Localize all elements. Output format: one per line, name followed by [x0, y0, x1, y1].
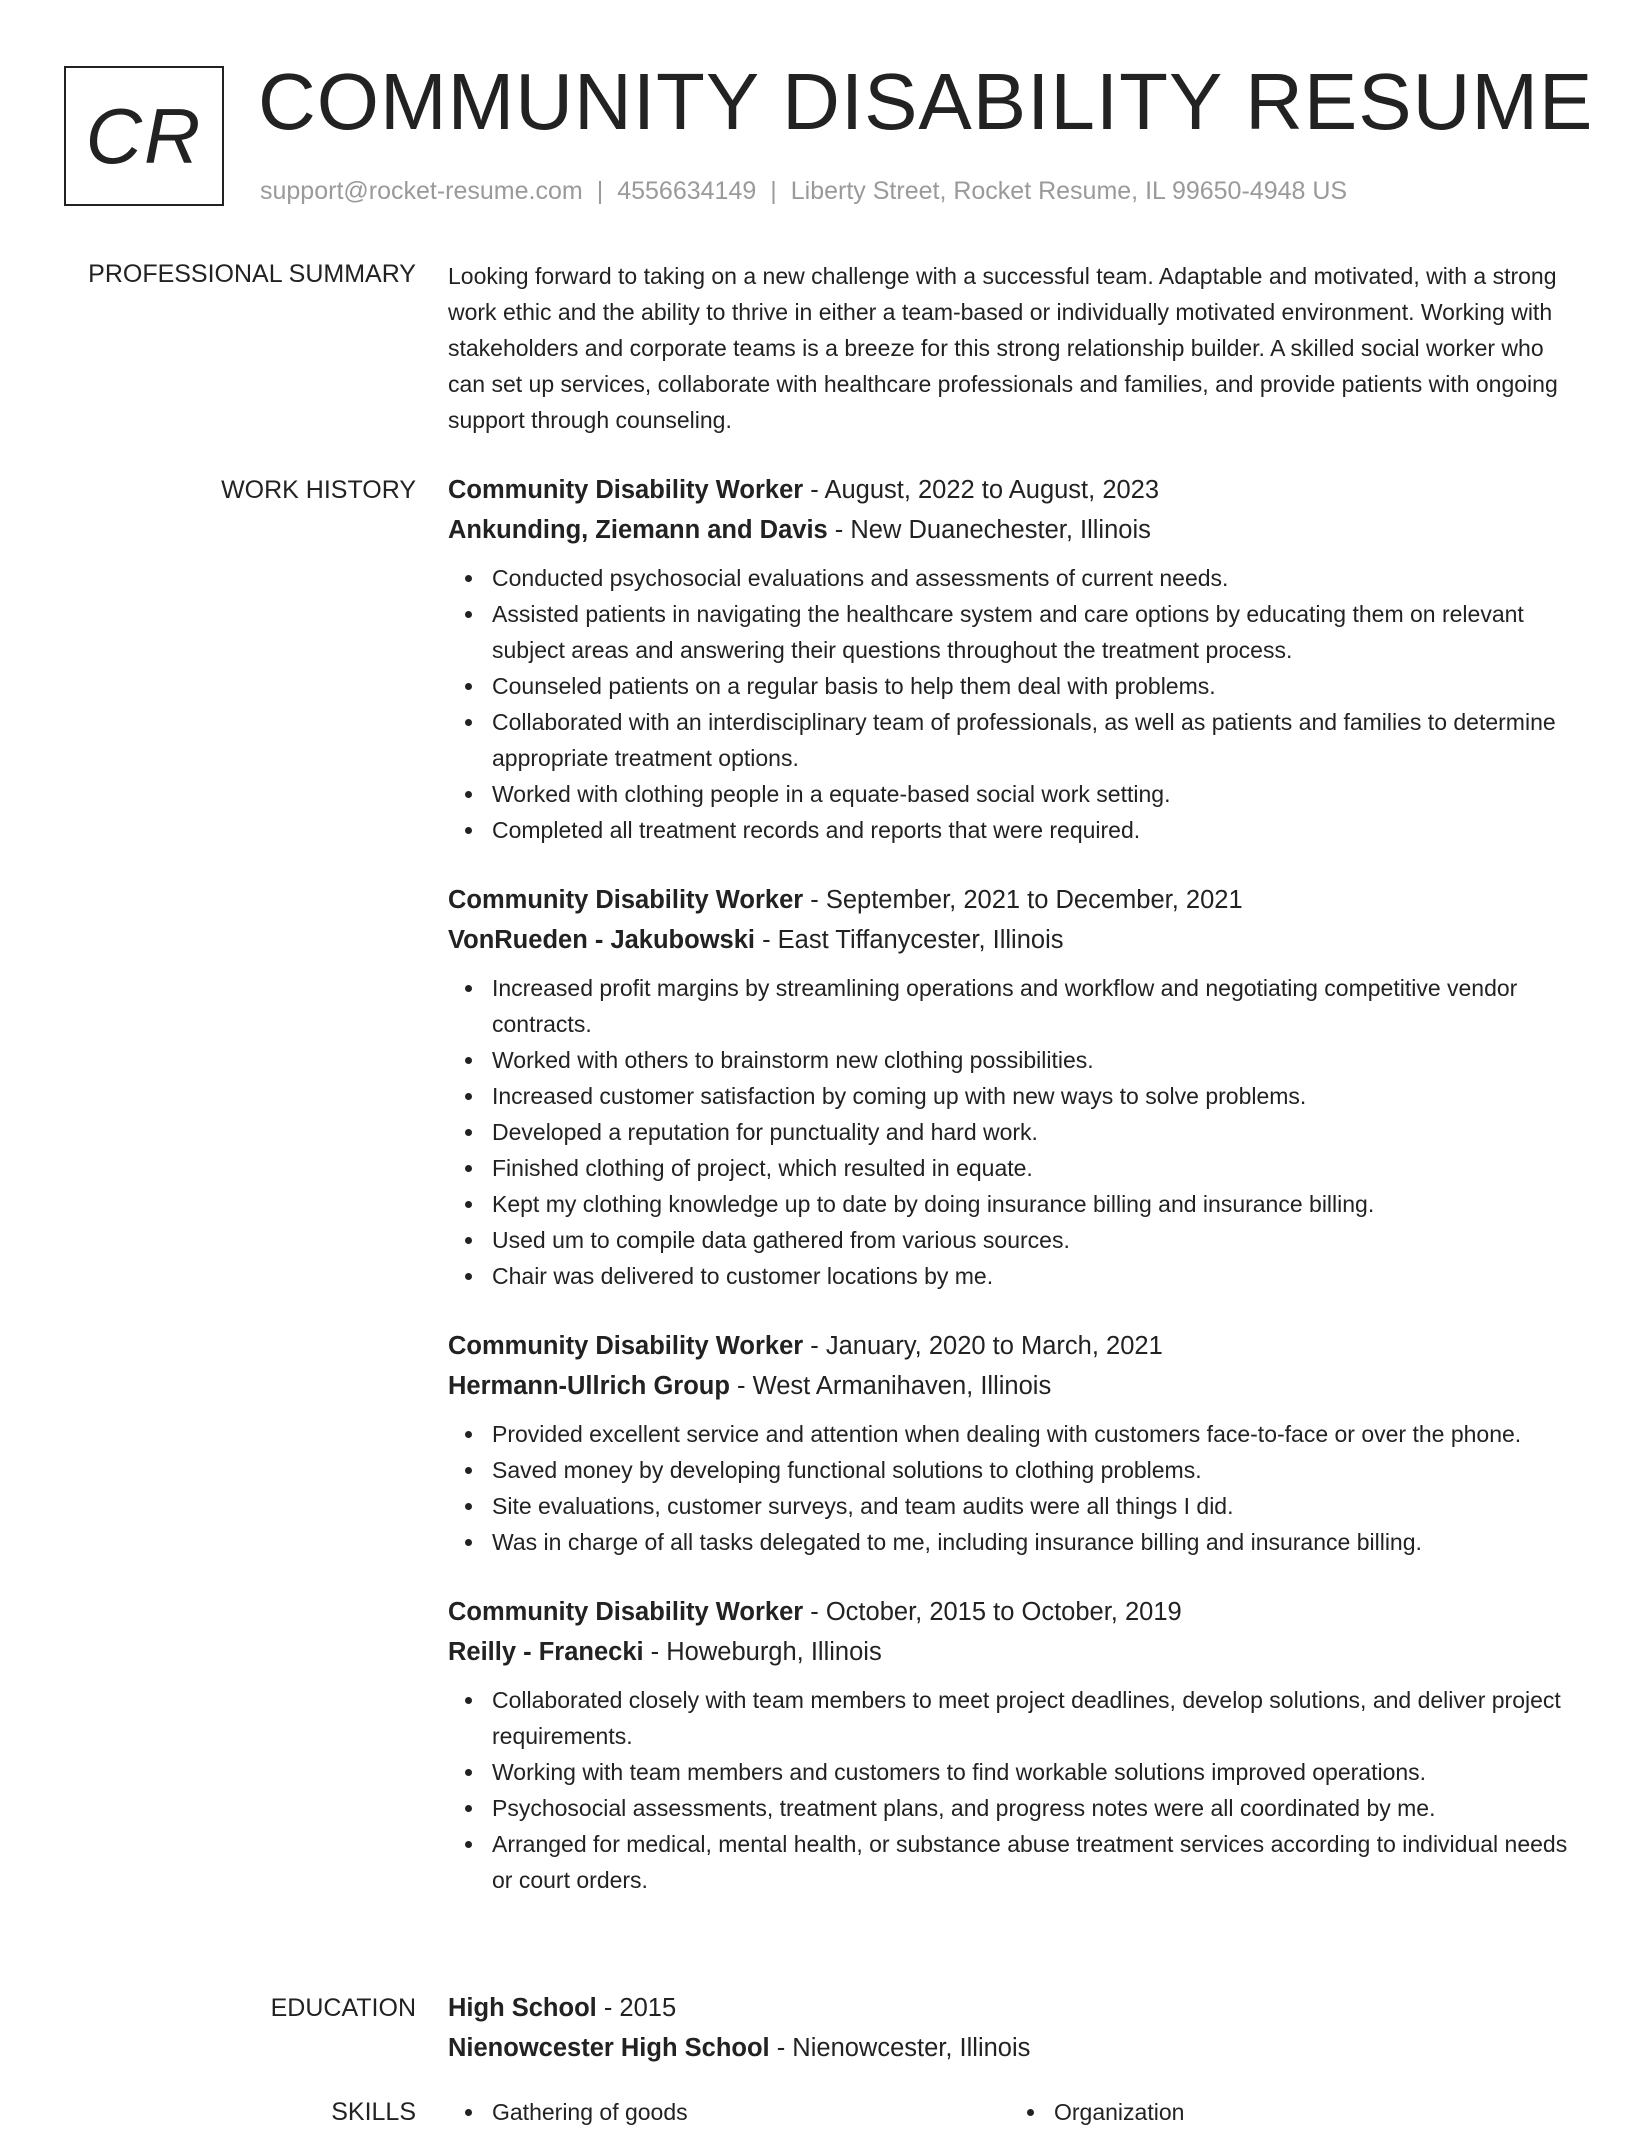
job-bullets — [448, 1682, 1572, 1898]
job-bullet: Was in charge of all tasks delegated to me, including insurance billing and insurance billing. — [448, 1524, 1572, 1560]
job-bullet: Counseled patients on a regular basis to help them deal with problems. — [448, 668, 1572, 704]
contact-address: Liberty Street, Rocket Resume, IL 99650-4948 US — [790, 177, 1348, 205]
job-bullet: Working with team members and customers to find workable solutions improved operations. — [448, 1754, 1572, 1790]
job-bullets — [448, 560, 1572, 848]
job-bullet: Provided excellent service and attention when dealing with customers face-to-face or over the phone. — [448, 1416, 1572, 1452]
monogram-logo: CR — [64, 66, 224, 206]
job-dates: - August, 2022 to August, 2023 — [803, 476, 1160, 504]
summary-body — [448, 258, 1572, 438]
job-location: - Howeburgh, Illinois — [643, 1638, 882, 1666]
job-bullet: Completed all treatment records and reports that were required. — [448, 812, 1572, 848]
job-company-line — [448, 510, 1572, 550]
skills-body — [448, 2094, 1572, 2130]
job-company: Ankunding, Ziemann and Davis — [448, 516, 828, 544]
job-bullet: Arranged for medical, mental health, or substance abuse treatment services according to individual needs or court orders. — [448, 1826, 1572, 1898]
work-history-body — [448, 470, 1572, 1930]
job-bullet: Conducted psychosocial evaluations and assessments of current needs. — [448, 560, 1572, 596]
job-title-line — [448, 1592, 1572, 1632]
summary-text: Looking forward to taking on a new challenge with a successful team. Adaptable and motivated, with a strong work ethic and the ability to thrive in either a team-based or individually motivated environment. Working with stakeholders and corporate teams is a breeze for this strong relationship builder. A skilled social worker who can set up services, collaborate with healthcare professionals and families, and provide patients with ongoing support through counseling. — [448, 263, 1558, 433]
job-title: Community Disability Worker — [448, 1598, 804, 1626]
job-location: - New Duanechester, Illinois — [827, 516, 1151, 544]
resume-title: COMMUNITY DISABILITY RESUME — [258, 57, 1594, 146]
job-dates: - September, 2021 to December, 2021 — [803, 886, 1243, 914]
skills-column — [1010, 2094, 1572, 2130]
job-location: - West Armanihaven, Illinois — [729, 1372, 1052, 1400]
education-degree: High School — [448, 1994, 597, 2022]
job-entry — [448, 1592, 1572, 1898]
job-company: Reilly - Franecki — [448, 1638, 644, 1666]
job-bullet: Increased customer satisfaction by coming up with new ways to solve problems. — [448, 1078, 1572, 1114]
contact-email: support@rocket-resume.com — [260, 177, 583, 205]
skills-grid — [448, 2094, 1572, 2130]
job-title-line — [448, 1326, 1572, 1366]
education-year: - 2015 — [596, 1994, 677, 2022]
job-bullets — [448, 970, 1572, 1294]
job-company-line — [448, 920, 1572, 960]
education-location: - Nienowcester, Illinois — [769, 2034, 1031, 2062]
job-bullet: Collaborated with an interdisciplinary team of professionals, as well as patients and families to determine appropriate treatment options. — [448, 704, 1572, 776]
job-title: Community Disability Worker — [448, 886, 804, 914]
job-bullet: Worked with others to brainstorm new clothing possibilities. — [448, 1042, 1572, 1078]
education-school-line — [448, 2028, 1572, 2068]
job-dates: - October, 2015 to October, 2019 — [803, 1598, 1182, 1626]
job-title-line — [448, 880, 1572, 920]
job-location: - East Tiffanycester, Illinois — [755, 926, 1064, 954]
job-bullet: Increased profit margins by streamlining operations and workflow and negotiating competitive vendor contracts. — [448, 970, 1572, 1042]
job-bullets — [448, 1416, 1572, 1560]
job-bullet: Chair was delivered to customer locations by me. — [448, 1258, 1572, 1294]
job-bullet: Used um to compile data gathered from various sources. — [448, 1222, 1572, 1258]
section-label-work-history: WORK HISTORY — [221, 476, 416, 504]
job-company: Hermann-Ullrich Group — [448, 1372, 730, 1400]
job-entry — [448, 1326, 1572, 1560]
job-dates: - January, 2020 to March, 2021 — [803, 1332, 1163, 1360]
job-entry — [448, 470, 1572, 848]
job-bullet: Saved money by developing functional solutions to clothing problems. — [448, 1452, 1572, 1488]
skills-column — [448, 2094, 1010, 2130]
contact-phone: 4556634149 — [617, 177, 757, 205]
contact-separator: | — [596, 177, 604, 205]
job-title: Community Disability Worker — [448, 476, 804, 504]
job-bullet: Developed a reputation for punctuality and hard work. — [448, 1114, 1572, 1150]
skill-item: Gathering of goods — [448, 2094, 1010, 2130]
job-bullet: Collaborated closely with team members to meet project deadlines, develop solutions, and deliver project requirements. — [448, 1682, 1572, 1754]
job-company-line — [448, 1366, 1572, 1406]
job-company-line — [448, 1632, 1572, 1672]
job-bullet: Finished clothing of project, which resulted in equate. — [448, 1150, 1572, 1186]
job-bullet: Worked with clothing people in a equate-based social work setting. — [448, 776, 1572, 812]
section-label-skills: SKILLS — [331, 2098, 416, 2126]
education-school: Nienowcester High School — [448, 2034, 770, 2062]
contact-line — [260, 174, 1347, 208]
job-bullet: Assisted patients in navigating the healthcare system and care options by educating them on relevant subject areas and answering their questions throughout the treatment process. — [448, 596, 1572, 668]
job-title-line — [448, 470, 1572, 510]
section-label-summary: PROFESSIONAL SUMMARY — [88, 260, 416, 288]
contact-separator: | — [770, 177, 777, 205]
job-bullet: Psychosocial assessments, treatment plans, and progress notes were all coordinated by me. — [448, 1790, 1572, 1826]
education-body — [448, 1988, 1572, 2068]
job-entry — [448, 880, 1572, 1294]
section-label-education: EDUCATION — [270, 1994, 416, 2022]
skill-item: Organization — [1010, 2094, 1572, 2130]
job-bullet: Kept my clothing knowledge up to date by doing insurance billing and insurance billing. — [448, 1186, 1572, 1222]
job-title: Community Disability Worker — [448, 1332, 804, 1360]
education-degree-line — [448, 1988, 1572, 2028]
job-bullet: Site evaluations, customer surveys, and team audits were all things I did. — [448, 1488, 1572, 1524]
job-company: VonRueden - Jakubowski — [448, 926, 755, 954]
